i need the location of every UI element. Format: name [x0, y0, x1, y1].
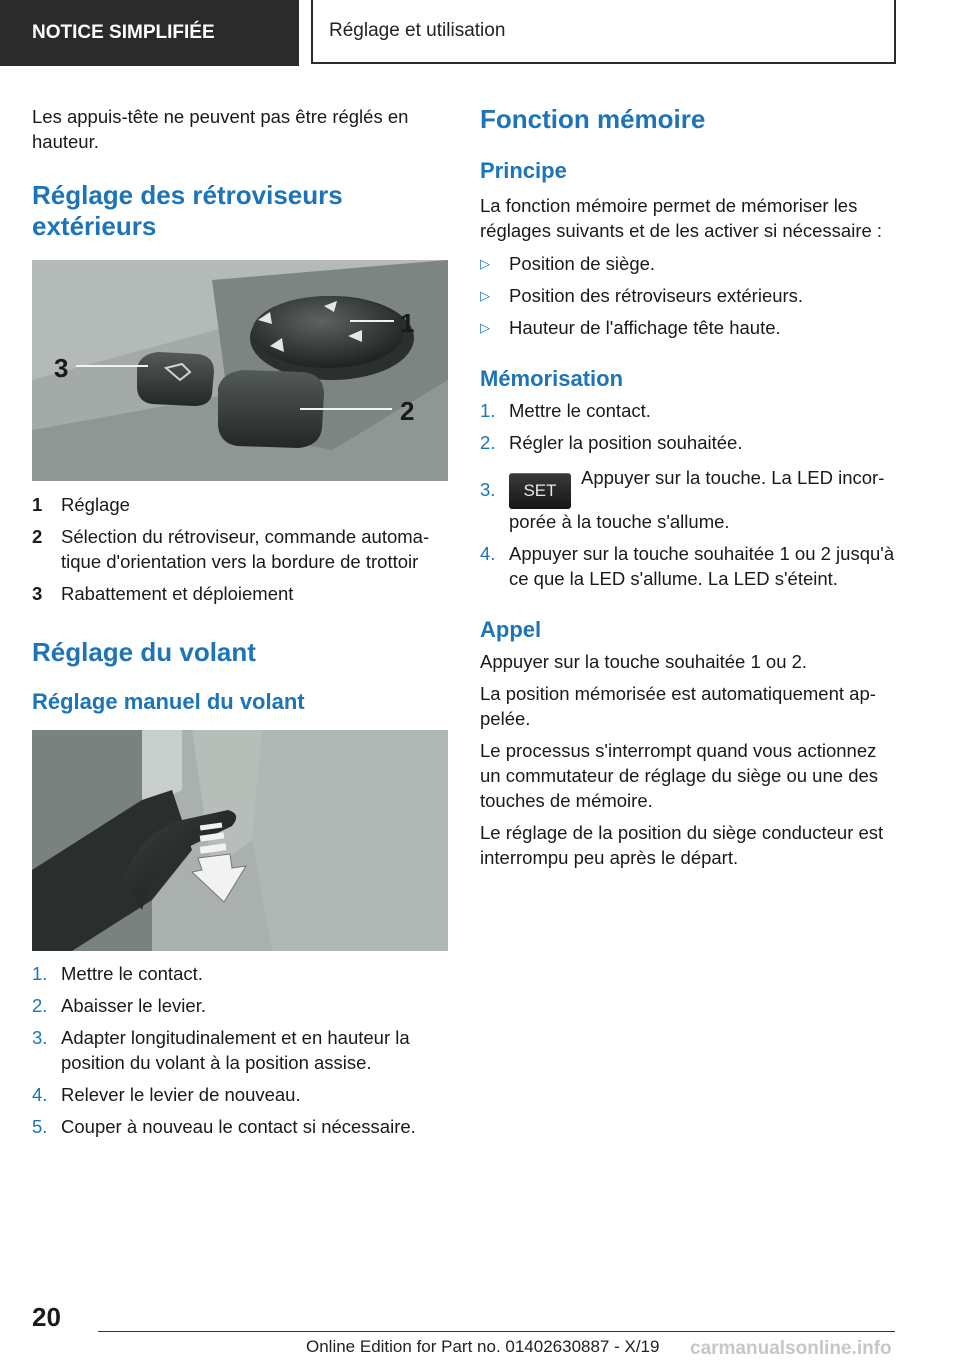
list-item: 5. Couper à nouveau le contact si nécessaire. [32, 1116, 416, 1137]
call-paragraph: Le processus s'interrompt quand vous actionnez un commutateur de réglage du siège ou une des touches de mémoire. [480, 740, 879, 811]
wheel-subheading: Réglage manuel du volant [32, 689, 305, 714]
list-item: 3. Adapter longitudinalement et en hauteur la position du volant à la position assise. [32, 1027, 410, 1073]
list-item: 1. Mettre le contact. [480, 400, 651, 421]
list-item: 3. SETAppuyer sur la touche. La LED incorporée à la touche s'allume. [480, 467, 885, 532]
principle-heading: Principe [480, 158, 567, 183]
mirror-controls-figure [32, 260, 448, 481]
chapter-title: Réglage et utilisation [329, 20, 506, 41]
memorisation-steps [480, 398, 898, 591]
principle-paragraph: La fonction mémoire permet de mémoriser les réglages suivants et de les activer si nécessaire : [480, 195, 883, 241]
list-item: ▷ Position de siège. [480, 253, 656, 274]
call-paragraph: La position mémorisée est automatiquement appelée. [480, 683, 876, 729]
memorisation-heading: Mémorisation [480, 366, 624, 391]
callout-1: 1 [400, 308, 415, 338]
wheel-steps [32, 961, 448, 1139]
callout-3: 3 [54, 353, 69, 383]
list-item: ▷ Hauteur de l'affichage tête haute. [480, 317, 781, 338]
callout-2: 2 [400, 396, 415, 426]
list-item: 4. Appuyer sur la touche souhaitée 1 ou 2 jusqu'à ce que la LED s'allume. La LED s'éteint. [480, 543, 895, 589]
list-item: 1. Mettre le contact. [32, 963, 203, 984]
section-tab [0, 0, 299, 66]
list-item: ▷ Position des rétroviseurs extérieurs. [480, 285, 804, 306]
list-item: 4. Relever le levier de nouveau. [32, 1084, 301, 1105]
legend-item: 2 Sélection du rétroviseur, commande automatique d'orientation vers la bordure de trottoir [32, 526, 430, 572]
page-number: 20 [32, 1302, 61, 1332]
chapter-tab [311, 0, 896, 64]
list-item: 2. Régler la position souhaitée. [480, 432, 743, 453]
triangle-bullet-icon: ▷ [480, 320, 490, 335]
edition-text: Online Edition for Part no. 01402630887 - X/19 [306, 1337, 660, 1356]
section-title: NOTICE SIMPLIFIÉE [32, 22, 215, 43]
right-column [480, 104, 898, 870]
call-paragraph: Le réglage de la position du siège conducteur est interrompu peu après le départ. [480, 822, 884, 868]
set-button-icon: SET [509, 473, 571, 509]
call-heading: Appel [480, 617, 542, 642]
left-column [32, 104, 448, 1139]
intro-paragraph: Les appuis-tête ne peuvent pas être réglés en hauteur. [32, 106, 409, 152]
wheel-heading: Réglage du volant [32, 637, 256, 667]
mirror-heading: Réglage des rétroviseurs extérieurs [32, 180, 343, 241]
call-paragraph: Appuyer sur la touche souhaitée 1 ou 2. [480, 651, 808, 672]
footer-divider [98, 1331, 895, 1332]
watermark: carmanualsonline.info [690, 1338, 892, 1359]
triangle-bullet-icon: ▷ [480, 288, 490, 303]
mirror-legend [32, 492, 448, 606]
list-item: 2. Abaisser le levier. [32, 995, 206, 1016]
legend-item: 1 Réglage [32, 494, 130, 515]
triangle-bullet-icon: ▷ [480, 256, 490, 271]
legend-item: 3 Rabattement et déploiement [32, 583, 294, 604]
principle-list [480, 251, 898, 340]
steering-lever-figure [32, 730, 448, 951]
memory-heading: Fonction mémoire [480, 104, 706, 134]
